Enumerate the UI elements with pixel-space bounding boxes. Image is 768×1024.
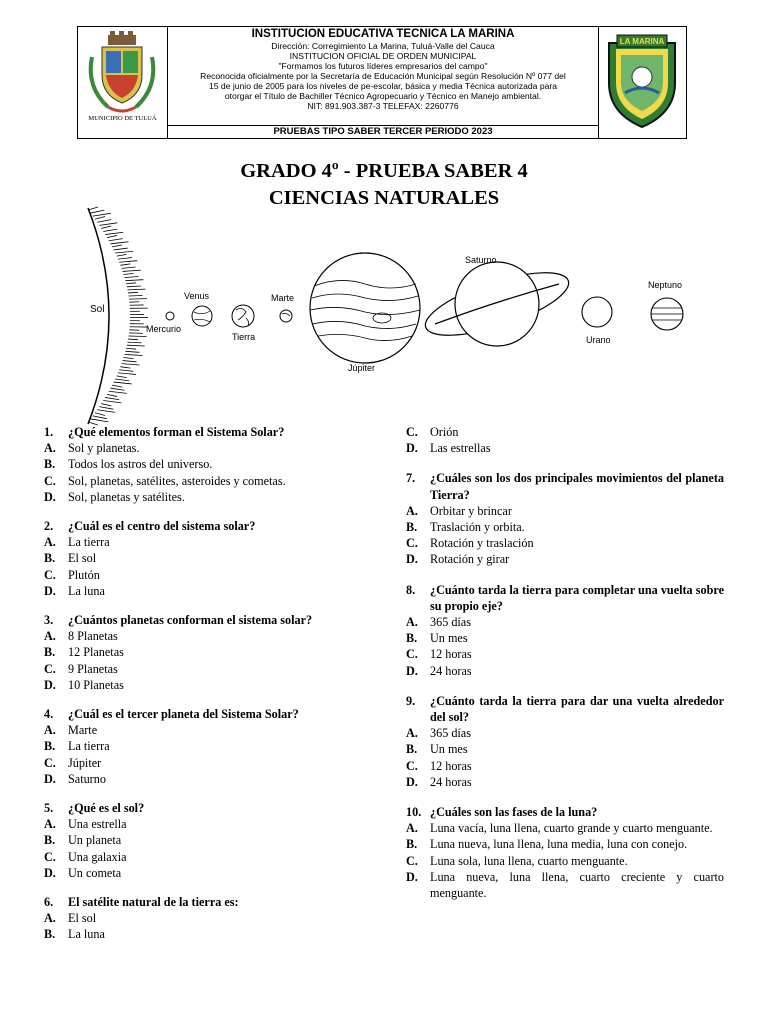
sun-ray [127, 345, 145, 346]
answer-option [44, 456, 364, 472]
question-text: ¿Cuánto tarda la tierra para completar una vuelta sobre su propio eje? [430, 582, 724, 613]
school-shield-icon [599, 27, 685, 138]
sun-ray [123, 361, 137, 362]
question-number: 2. [44, 519, 54, 534]
question-number: 8. [406, 582, 416, 597]
answer-option [44, 473, 364, 489]
option-text: El sol [68, 551, 97, 566]
option-text: Un cometa [68, 865, 122, 880]
sun-ray [93, 416, 107, 419]
mercury-icon [166, 312, 174, 320]
answer-option [406, 614, 724, 630]
sun-ray [124, 357, 134, 358]
question-number: 4. [44, 707, 54, 722]
sun-ray [120, 367, 130, 368]
question-block [44, 424, 364, 505]
uranus-icon [582, 297, 612, 327]
option-text: Una galaxia [68, 849, 127, 864]
option-text: 24 horas [430, 774, 472, 789]
sun-ray [93, 213, 111, 216]
sun-ray [125, 280, 143, 281]
header-line: Dirección: Corregimiento La Marina, Tuluá-Valle del Cauca [271, 41, 495, 51]
option-letter: D. [406, 552, 418, 567]
option-text: Todos los astros del universo. [68, 457, 213, 472]
option-text: 12 Planetas [68, 645, 124, 660]
question-text-row [44, 518, 364, 534]
label-venus: Venus [184, 291, 210, 301]
question-number: 10. [406, 805, 422, 820]
question-text-row [406, 470, 724, 502]
answer-option [44, 865, 364, 881]
question-text-row [44, 424, 364, 440]
question-block [44, 518, 364, 599]
sun-ray [118, 373, 136, 375]
question-text: ¿Cuánto tarda la tierra para dar una vuelta alrededor del sol? [430, 693, 724, 725]
label-neptuno: Neptuno [648, 280, 683, 290]
option-letter: C. [44, 567, 56, 582]
answer-option [406, 630, 724, 646]
answer-option [406, 836, 724, 852]
answer-option [44, 550, 364, 566]
option-text: Rotación y traslación [430, 536, 534, 551]
option-letter: C. [406, 853, 418, 868]
header-text-block [168, 27, 598, 138]
sun-ray [128, 339, 138, 340]
option-letter: D. [406, 774, 418, 789]
sun-ray [112, 245, 122, 247]
sun-ray [90, 210, 104, 213]
sun-ray [103, 400, 121, 402]
answer-option [406, 551, 724, 567]
option-text: El sol [68, 911, 97, 926]
sun-ray [101, 226, 111, 228]
option-letter: C. [44, 661, 56, 676]
sun-ray [119, 370, 133, 372]
question-number: 9. [406, 693, 416, 708]
answer-option [44, 567, 364, 583]
answer-option [44, 440, 364, 456]
sun-ray [129, 295, 143, 296]
solar-system-diagram [60, 206, 720, 426]
answer-option [406, 663, 724, 679]
answer-option [406, 774, 724, 790]
option-letter: A. [44, 911, 56, 926]
sun-ray [122, 267, 136, 268]
answer-option [406, 820, 724, 836]
question-text: ¿Qué es el sol? [68, 801, 145, 816]
option-letter: B. [406, 742, 418, 757]
sun-ray [117, 376, 127, 378]
answer-option [44, 628, 364, 644]
answer-option [406, 758, 724, 774]
sun-ray [128, 292, 138, 293]
question-text-row [44, 800, 364, 816]
sun-ray [111, 388, 125, 390]
label-sol: Sol [90, 304, 105, 315]
question-number: 7. [406, 471, 416, 486]
answer-option [44, 722, 364, 738]
option-letter: C. [406, 536, 418, 551]
question-text-row [44, 706, 364, 722]
sun-ray [99, 223, 117, 226]
option-text: La tierra [68, 739, 110, 754]
sun-ray [88, 207, 98, 210]
sun-ray [119, 261, 137, 263]
label-marte: Marte [271, 293, 295, 303]
option-letter: A. [44, 629, 56, 644]
option-letter: B. [406, 837, 418, 852]
sun-ray [107, 235, 117, 237]
answer-option [44, 755, 364, 771]
option-letter: D. [44, 677, 56, 692]
option-text: Un mes [430, 631, 468, 646]
option-text: Sol y planetas. [68, 441, 140, 456]
sun-ray [126, 348, 136, 349]
sun-ray [129, 336, 147, 337]
option-text: Saturno [68, 771, 106, 786]
question-text: ¿Qué elementos forman el Sistema Solar? [68, 425, 285, 439]
option-letter: A. [44, 535, 56, 550]
option-letter: D. [44, 489, 56, 504]
solar-system-illustration [60, 206, 720, 426]
question-text-row [406, 804, 724, 820]
sun-ray [101, 404, 111, 406]
sun-ray [95, 216, 105, 219]
header-line: INSTITUCION OFICIAL DE ORDEN MUNICIPAL [289, 51, 477, 61]
answer-option [44, 816, 364, 832]
answer-option [44, 832, 364, 848]
municipality-name: MUNICIPIO DE TULUÁ [88, 115, 157, 122]
sun-ray [124, 354, 142, 355]
option-letter: C. [406, 758, 418, 773]
question-text: ¿Cuáles son los dos principales movimientos del planeta Tierra? [430, 471, 724, 502]
option-text: 365 días [430, 726, 471, 741]
option-letter: B. [44, 739, 56, 754]
header-line: Reconocida oficialmente por la Secretaría de Educación Municipal según Resolución Nº 077 del [200, 71, 566, 81]
option-text: Luna sola, luna llena, cuarto menguante. [430, 853, 628, 868]
label-tierra: Tierra [232, 332, 256, 342]
sun-ray [126, 283, 136, 284]
header-line: 15 de junio de 2005 para los niveles de pe-escolar, básica y media Técnica autorizada para [208, 81, 558, 91]
sun-ray [124, 273, 134, 274]
answer-option [406, 519, 724, 535]
sun-ray [99, 407, 113, 410]
sun-ray [115, 251, 133, 253]
sun-ray [109, 239, 123, 241]
mars-icon [280, 310, 292, 322]
answer-option [406, 853, 724, 869]
option-text: La tierra [68, 535, 110, 550]
option-letter: B. [44, 927, 56, 942]
sun-ray [114, 248, 128, 250]
sun-ray [117, 254, 127, 256]
venus-icon [192, 306, 212, 326]
sun-ray [127, 289, 145, 290]
sun-ray [127, 286, 141, 287]
answer-option [44, 661, 364, 677]
header-line: NIT: 891.903.387-3 TELEFAX: 2260776 [307, 101, 459, 111]
option-text: Un planeta [68, 833, 122, 848]
option-letter: B. [44, 833, 56, 848]
question-number: 1. [44, 425, 54, 439]
question-text: El satélite natural de la tierra es: [68, 895, 239, 910]
sun-ray [97, 220, 111, 223]
sun-ray [105, 232, 123, 234]
sun-ray [120, 264, 130, 265]
question-block [406, 582, 724, 679]
answer-option [44, 583, 364, 599]
question-number: 5. [44, 801, 54, 816]
option-text: 12 horas [430, 647, 472, 662]
sun-ray [103, 229, 117, 231]
label-mercurio: Mercurio [146, 324, 182, 334]
institution-header [77, 26, 687, 139]
option-letter: A. [44, 723, 56, 738]
question-block [406, 804, 724, 901]
page-title: GRADO 4º - PRUEBA SABER 4 [240, 160, 528, 182]
option-text: 8 Planetas [68, 629, 118, 644]
answer-option [44, 677, 364, 693]
answer-option [406, 741, 724, 757]
question-text-row [406, 582, 724, 614]
option-text: Sol, planetas y satélites. [68, 489, 185, 504]
sun-ray [111, 242, 129, 244]
municipality-crest [78, 27, 168, 138]
sun-ray [118, 258, 132, 260]
option-text: Un mes [430, 742, 468, 757]
question-block [44, 706, 364, 787]
option-text: Luna nueva, luna llena, cuarto creciente y cuarto menguante. [430, 869, 724, 901]
answer-option [406, 424, 724, 440]
saturn-icon [455, 262, 539, 346]
option-letter: D. [406, 663, 418, 678]
questions-column-left [44, 424, 364, 943]
school-shield [598, 27, 686, 138]
answer-option [406, 869, 724, 901]
question-block [406, 693, 724, 790]
answer-option [406, 646, 724, 662]
sun-ray [122, 364, 140, 365]
option-text: 12 horas [430, 758, 472, 773]
sun-ray [115, 379, 129, 381]
option-text: 24 horas [430, 663, 472, 678]
option-letter: D. [406, 441, 418, 456]
sun-ray [127, 342, 141, 343]
option-text: Sol, planetas, satélites, asteroides y cometas. [68, 473, 286, 488]
option-text: 9 Planetas [68, 661, 118, 676]
option-letter: A. [406, 615, 418, 630]
question-text-row [44, 894, 364, 910]
option-letter: D. [44, 771, 56, 786]
page-subtitle: CIENCIAS NATURALES [268, 187, 500, 209]
question-text: ¿Cuál es el centro del sistema solar? [68, 519, 256, 534]
option-letter: A. [406, 726, 418, 741]
sun-ray [125, 351, 139, 352]
option-text: La luna [68, 927, 105, 942]
option-letter: C. [44, 473, 56, 488]
answer-option [406, 725, 724, 741]
option-text: 365 días [430, 615, 471, 630]
option-text: Luna vacía, luna llena, cuarto grande y cuarto menguante. [430, 821, 713, 836]
option-text: Luna nueva, luna llena, luna media, luna con conejo. [430, 837, 688, 852]
option-letter: C. [44, 755, 56, 770]
answer-option [44, 738, 364, 754]
answer-option [44, 771, 364, 787]
option-text: 10 Planetas [68, 677, 124, 692]
question-text: ¿Cuáles son las fases de la luna? [430, 805, 598, 820]
option-text: Júpiter [68, 755, 102, 770]
answer-option [44, 644, 364, 660]
questions-column-right [406, 424, 724, 901]
answer-option [44, 926, 364, 942]
answer-option [44, 849, 364, 865]
option-letter: A. [406, 821, 418, 836]
exam-period-label: PRUEBAS TIPO SABER TERCER PERIODO 2023 [168, 125, 598, 138]
option-letter: B. [44, 457, 56, 472]
sun-ray [97, 410, 115, 413]
question-text-row [44, 612, 364, 628]
label-saturno: Saturno [465, 255, 497, 265]
question-block [44, 894, 364, 943]
option-text: Traslación y orbita. [430, 520, 525, 535]
option-letter: D. [44, 583, 56, 598]
label-jupiter: Júpiter [348, 363, 376, 373]
institution-name: INSTITUCION EDUCATIVA TECNICA LA MARINA [251, 28, 515, 40]
question-text: ¿Cuántos planetas conforman el sistema solar? [68, 613, 313, 628]
sun-ray [124, 277, 138, 278]
shield-banner-text: LA MARINA [619, 37, 665, 46]
option-text: Las estrellas [430, 441, 491, 456]
question-block [406, 470, 724, 567]
option-letter: A. [406, 503, 418, 518]
option-text: Orión [430, 425, 459, 439]
option-text: Marte [68, 723, 98, 738]
option-text: Una estrella [68, 817, 127, 832]
answer-option [44, 534, 364, 550]
option-letter: C. [406, 647, 418, 662]
answer-option [44, 910, 364, 926]
option-letter: A. [44, 441, 56, 456]
answer-option [406, 440, 724, 456]
answer-option [406, 503, 724, 519]
question-number: 3. [44, 613, 54, 628]
label-urano: Urano [586, 335, 611, 345]
option-letter: C. [406, 425, 418, 439]
header-line: otorgar el Título de Bachiller Técnico Agropecuario y Técnico en Manejo ambiental. [224, 91, 542, 101]
option-letter: B. [44, 645, 56, 660]
sun-ray [123, 270, 141, 271]
option-text: La luna [68, 583, 105, 598]
option-letter: B. [406, 520, 418, 535]
question-text: ¿Cuál es el tercer planeta del Sistema Solar? [68, 707, 299, 722]
option-letter: D. [44, 865, 56, 880]
answer-option [406, 535, 724, 551]
sun-ray [107, 394, 117, 396]
question-block-continued [406, 424, 724, 456]
sun-ray [95, 413, 105, 416]
sun-ray [105, 397, 119, 399]
option-text: Rotación y girar [430, 552, 510, 567]
sun-ray [90, 419, 108, 422]
option-text: Orbitar y brincar [430, 503, 512, 518]
option-letter: B. [406, 631, 418, 646]
option-text: Plutón [68, 567, 100, 582]
sun-ray [112, 385, 122, 387]
option-letter: A. [44, 817, 56, 832]
question-block [44, 612, 364, 693]
sun-ray [114, 382, 132, 384]
option-letter: B. [44, 551, 56, 566]
header-line: "Formamos los futuros líderes empresarios del campo" [278, 61, 488, 71]
option-letter: D. [406, 869, 418, 884]
answer-option [44, 489, 364, 505]
question-number: 6. [44, 895, 54, 910]
sun-icon [60, 206, 148, 426]
sun-ray [109, 391, 127, 393]
question-text-row [406, 693, 724, 725]
option-letter: C. [44, 849, 56, 864]
question-block [44, 800, 364, 881]
